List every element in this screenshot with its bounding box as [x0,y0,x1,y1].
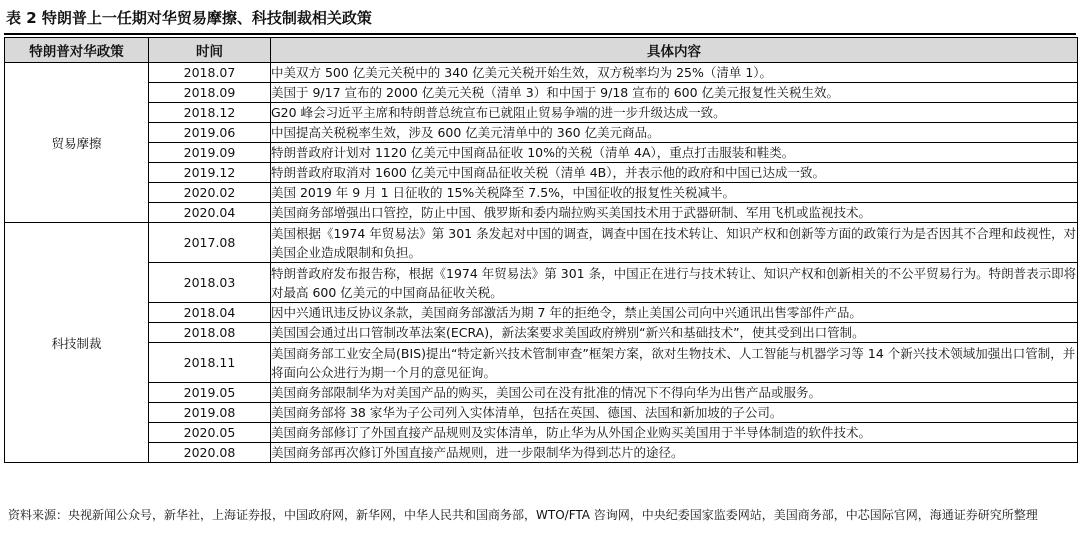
table-row [5,323,1078,343]
table-row [5,383,1078,403]
table-row [5,83,1078,103]
row-content: 美国商务部工业安全局(BIS)提出“特定新兴技术管制审查”框架方案，欲对生物技术、人工智能与机器学习等 14 个新兴技术领域加强出口管制，并将面向公众进行为期一个月的意见征询。 [271,343,1078,383]
table-row [5,263,1078,303]
title-divider [4,33,1076,35]
row-date: 2020.05 [149,423,271,443]
row-content: 美国商务部增强出口管控，防止中国、俄罗斯和委内瑞拉购买美国技术用于武器研制、军用飞机或监视技术。 [271,203,1078,223]
row-content: 特朗普政府计划对 1120 亿美元中国商品征收 10%的关税（清单 4A），重点打击服装和鞋类。 [271,143,1078,163]
row-content: 中国提高关税税率生效，涉及 600 亿美元清单中的 360 亿美元商品。 [271,123,1078,143]
table-row [5,443,1078,463]
row-content: 中美双方 500 亿美元关税中的 340 亿美元关税开始生效，双方税率均为 25%（清单 1）。 [271,63,1078,83]
row-content: 美国商务部再次修订外国直接产品规则，进一步限制华为得到芯片的途径。 [271,443,1078,463]
table-header-row [5,38,1078,63]
row-date: 2020.08 [149,443,271,463]
row-date: 2019.06 [149,123,271,143]
row-date: 2020.02 [149,183,271,203]
header-time: 时间 [149,38,271,63]
table-row [5,63,1078,83]
row-content: 美国 2019 年 9 月 1 日征收的 15%关税降至 7.5%，中国征收的报复性关税减半。 [271,183,1078,203]
table-row [5,303,1078,323]
row-date: 2018.08 [149,323,271,343]
row-date: 2019.05 [149,383,271,403]
table-row [5,183,1078,203]
row-date: 2018.11 [149,343,271,383]
row-date: 2018.07 [149,63,271,83]
row-date: 2018.04 [149,303,271,323]
table-row [5,163,1078,183]
table-row [5,403,1078,423]
row-date: 2018.03 [149,263,271,303]
header-content: 具体内容 [271,38,1078,63]
row-content: 美国商务部限制华为对美国产品的购买，美国公司在没有批准的情况下不得向华为出售产品或服务。 [271,383,1078,403]
category-trade-friction: 贸易摩擦 [5,63,149,223]
source-note: 资料来源：央视新闻公众号，新华社，上海证券报，中国政府网，新华网，中华人民共和国商务部，WTO/FTA 咨询网，中央纪委国家监委网站，美国商务部，中芯国际官网，海通证券研究所整理 [8,508,1038,522]
table-row [5,123,1078,143]
table-row [5,103,1078,123]
row-content: 美国商务部修订了外国直接产品规则及实体清单，防止华为从外国企业购买美国用于半导体制造的软件技术。 [271,423,1078,443]
table-row [5,143,1078,163]
row-content: 特朗普政府取消对 1600 亿美元中国商品征收关税（清单 4B），并表示他的政府和中国已达成一致。 [271,163,1078,183]
row-content: 美国于 9/17 宣布的 2000 亿美元关税（清单 3）和中国于 9/18 宣布的 600 亿美元报复性关税生效。 [271,83,1078,103]
row-content: 因中兴通讯违反协议条款，美国商务部激活为期 7 年的拒绝令，禁止美国公司向中兴通讯出售零部件产品。 [271,303,1078,323]
table-row [5,223,1078,263]
header-policy: 特朗普对华政策 [5,38,149,63]
row-date: 2019.09 [149,143,271,163]
table-row [5,203,1078,223]
policy-table [4,37,1078,463]
row-content: 特朗普政府发布报告称，根据《1974 年贸易法》第 301 条，中国正在进行与技术转让、知识产权和创新相关的不公平贸易行为。特朗普表示即将对最高 600 亿美元的中国商品征收关税。 [271,263,1078,303]
row-date: 2018.12 [149,103,271,123]
category-tech-sanctions: 科技制裁 [5,223,149,463]
table-row [5,343,1078,383]
row-content: 美国国会通过出口管制改革法案(ECRA)，新法案要求美国政府辨别“新兴和基础技术”，使其受到出口管制。 [271,323,1078,343]
row-date: 2019.08 [149,403,271,423]
table-row [5,423,1078,443]
table-title: 表 2 特朗普上一任期对华贸易摩擦、科技制裁相关政策 [6,9,372,27]
row-content: 美国根据《1974 年贸易法》第 301 条发起对中国的调查，调查中国在技术转让、知识产权和创新等方面的政策行为是否因其不合理和歧视性，对美国企业造成限制和负担。 [271,223,1078,263]
row-date: 2020.04 [149,203,271,223]
row-date: 2019.12 [149,163,271,183]
row-content: G20 峰会习近平主席和特朗普总统宣布已就阻止贸易争端的进一步升级达成一致。 [271,103,1078,123]
row-date: 2017.08 [149,223,271,263]
row-content: 美国商务部将 38 家华为子公司列入实体清单，包括在英国、德国、法国和新加坡的子公司。 [271,403,1078,423]
row-date: 2018.09 [149,83,271,103]
